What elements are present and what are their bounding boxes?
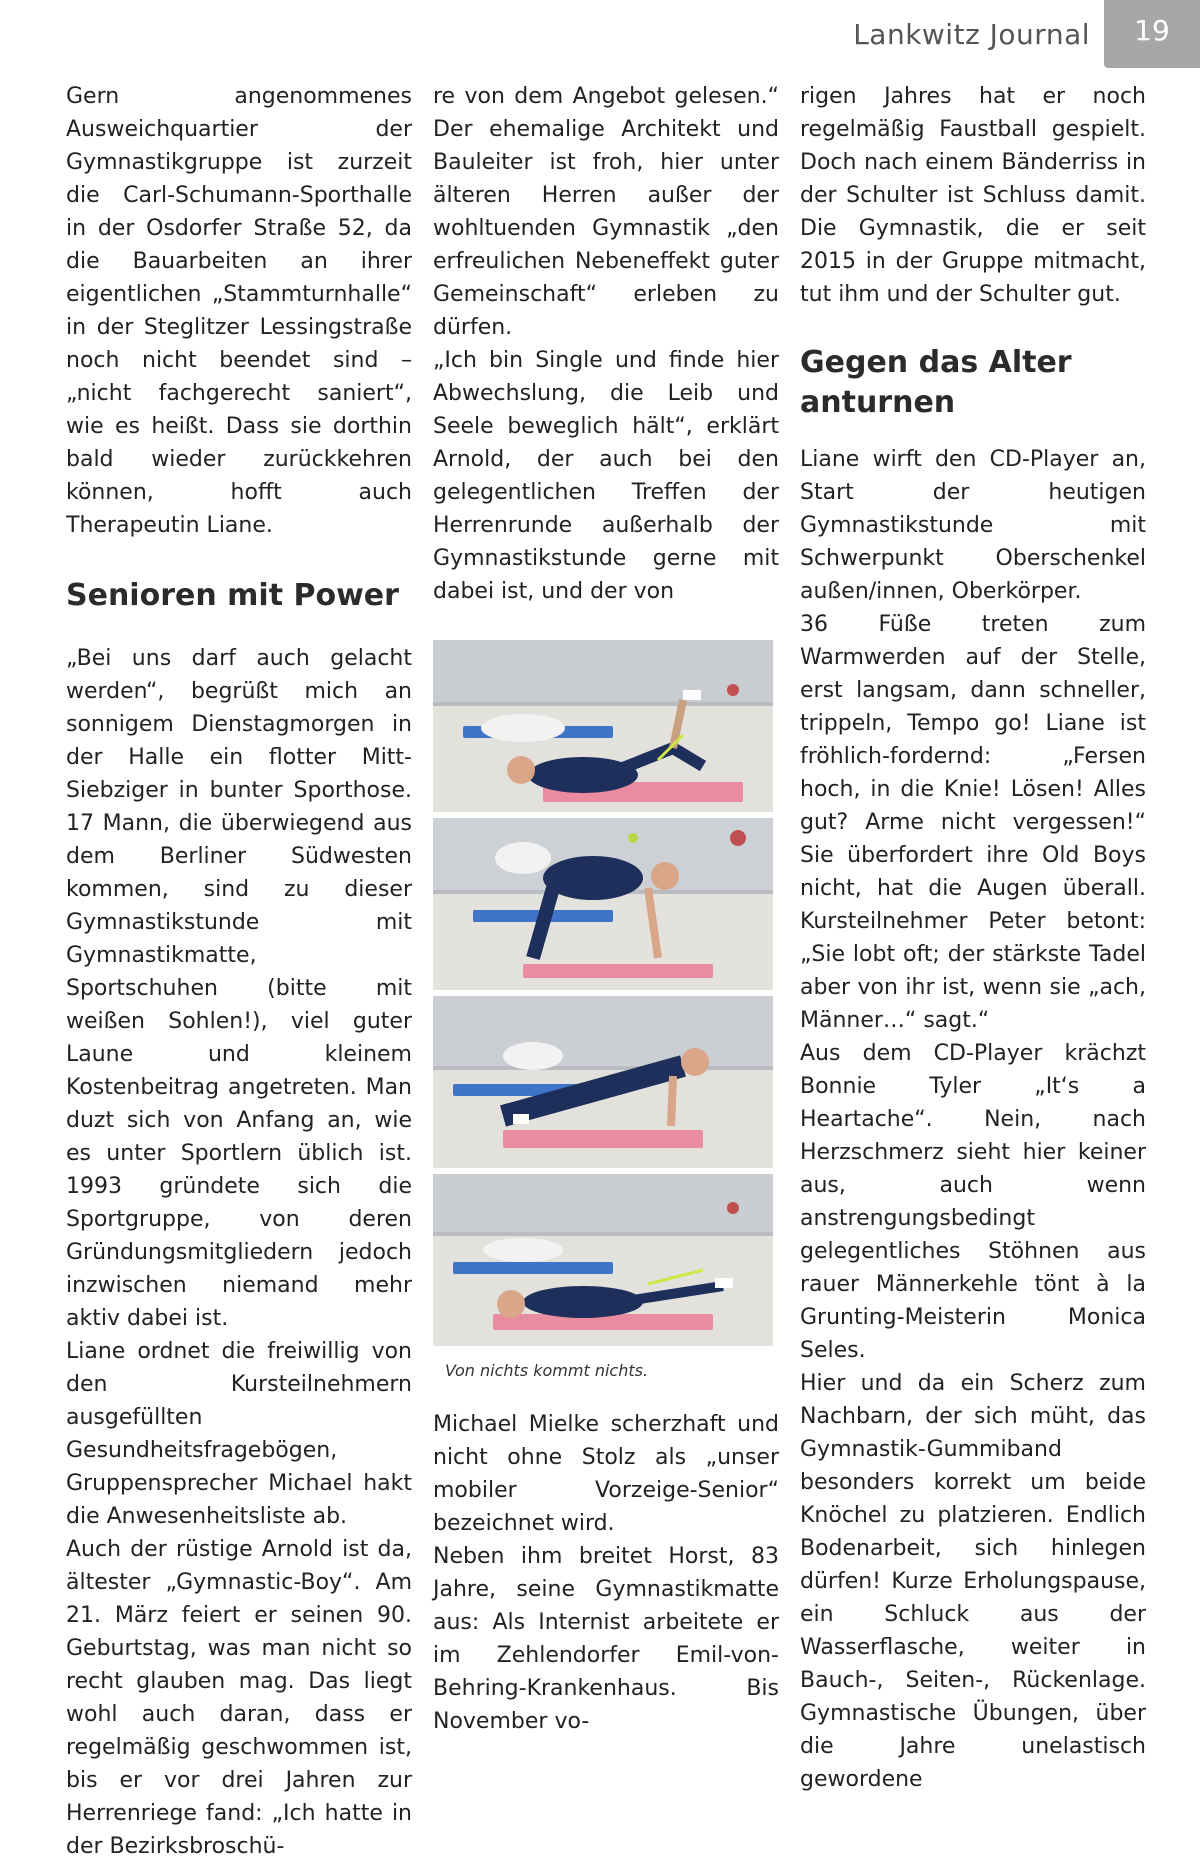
journal-title: Lankwitz Journal [853,18,1090,51]
page-number: 19 [1134,14,1170,47]
body-paragraph: rigen Jahres hat er noch regelmäßig Faustball gespielt. Doch nach einem Bänderriss in der Schulter ist Schluss damit. Die Gymnastik, die er seit 2015 in der Gruppe mitmacht, tut ihm und der Schulter gut. [800,84,1146,307]
article-column-1 [66,80,412,1863]
photo-leg-lift [433,640,773,812]
body-paragraph: „Ich bin Single und finde hier Abwechslung, die Leib und Seele beweglich hält“, erklärt Arnold, der auch bei den gelegentlichen Treffen der Herrenrunde außerhalb der Gymnastikstunde gerne mit dabei ist, und der von [433,348,779,604]
photo-side-lying [433,1174,773,1346]
body-paragraph: Hier und da ein Scherz zum Nachbarn, der sich müht, das Gymnastik-Gummiband besonders korrekt um beide Knöchel zu platzieren. Endlich Bodenarbeit, sich hinlegen dürfen! Kurze Erholungspause, ein Schluck aus der Wasserflasche, weiter in Bauch-, Seiten-, Rückenlage. Gymnastische Übungen, über die Jahre unelastisch gewordene [800,1371,1146,1792]
body-paragraph: 36 Füße treten zum Warmwerden auf der Stelle, erst langsam, dann schneller, trippeln, Tempo go! Liane ist fröhlich-fordernd: „Fersen hoch, in die Knie! Lösen! Alles gut? Arme nicht vergessen!“ Sie überfordert ihre Old Boys nicht, hat die Augen überall. Kursteilnehmer Peter betont: „Sie lobt oft; der stärkste Tadel aber von ihr ist, wenn sie „ach, Männer…“ sagt.“ [800,612,1146,1033]
photo-plank [433,996,773,1168]
intro-paragraph: Gern angenommenes Ausweichquartier der Gymnastikgruppe ist zurzeit die Carl-Schumann-Sporthalle in der Osdorfer Straße 52, da die Bauarbeiten an ihrer eigentlichen „Stammturnhalle“ in der Steglitzer Lessingstraße noch nicht beendet sind – „nicht fachgerecht saniert“, wie es heißt. Dass sie dorthin bald wieder zurückkehren können, hofft auch Therapeutin Liane. [66,84,412,538]
photo-strip [433,640,773,1346]
article-column-3 [800,80,1146,1796]
photo-caption: Von nichts kommt nichts. [445,1361,649,1380]
photo-all-fours [433,818,773,990]
page-header [0,0,1200,80]
body-paragraph: Liane wirft den CD-Player an, Start der heutigen Gymnastikstunde mit Schwerpunkt Oberschenkel außen/innen, Oberkörper. [800,447,1146,604]
article-column-2 [433,80,779,1738]
subheading-alter: Gegen das Alter anturnen [800,345,1072,420]
body-paragraph: Michael Mielke scherzhaft und nicht ohne Stolz als „unser mobiler Vorzeige-Senior“ bezeichnet wird. [433,1412,779,1536]
body-paragraph: Auch der rüstige Arnold ist da, ältester „Gymnastic-Boy“. Am 21. März feiert er seinen 90. Geburtstag, was man nicht so recht glauben mag. Das liegt wohl auch daran, dass er regelmäßig geschwommen ist, bis er vor drei Jahren zur Herrenriege fand: „Ich hatte in der Bezirksbroschü- [66,1537,412,1859]
subheading-senioren: Senioren mit Power [66,578,399,613]
body-paragraph: Neben ihm breitet Horst, 83 Jahre, seine Gymnastikmatte aus: Als Internist arbeitete er im Zehlendorfer Emil-von-Behring-Krankenhaus. Bis November vo- [433,1544,779,1734]
body-paragraph: re von dem Angebot gelesen.“ Der ehemalige Architekt und Bauleiter ist froh, hier unter älteren Herren außer der wohltuenden Gymnastik „den erfreulichen Nebeneffekt guter Gemeinschaft“ erleben zu dürfen. [433,84,779,340]
body-paragraph: Liane ordnet die freiwillig von den Kursteilnehmern ausgefüllten Gesundheitsfragebögen, Gruppensprecher Michael hakt die Anwesenheitsliste ab. [66,1339,412,1529]
body-paragraph: „Bei uns darf auch gelacht werden“, begrüßt mich an sonnigem Dienstagmorgen in der Halle ein flotter Mitt-Siebziger in bunter Sporthose. 17 Mann, die überwiegend aus dem Berliner Südwesten kommen, sind zu dieser Gymnastikstunde mit Gymnastikmatte, Sportschuhen (bitte mit weißen Sohlen!), viel guter Laune und kleinem Kostenbeitrag angetreten. Man duzt sich von Anfang an, wie es unter Sportlern üblich ist. 1993 gründete sich die Sportgruppe, von deren Gründungsmitgliedern jedoch inzwischen niemand mehr aktiv dabei ist. [66,646,412,1331]
body-paragraph: Aus dem CD-Player krächzt Bonnie Tyler „It‘s a Heartache“. Nein, nach Herzschmerz sieht hier keiner aus, auch wenn anstrengungsbedingt gelegentliches Stöhnen aus rauer Männerkehle tönt à la Grunting-Meisterin Monica Seles. [800,1041,1146,1363]
